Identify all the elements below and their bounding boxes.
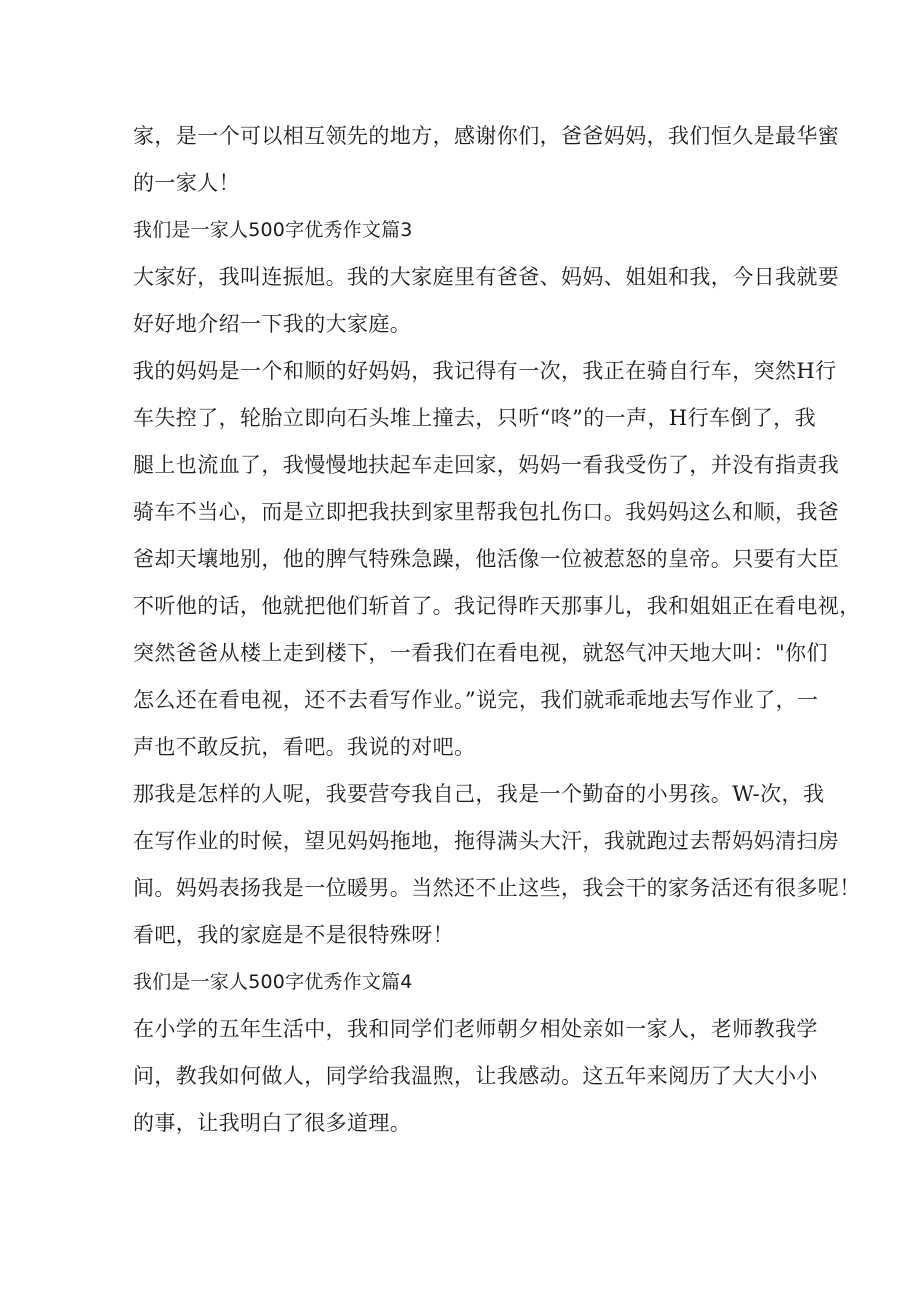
text-line: 看吧，我的家庭是不是很特殊呀！	[133, 923, 454, 947]
text-line: 家，是一个可以相互领先的地方，感谢你们，爸爸妈妈，我们恒久是最华蜜	[133, 124, 840, 148]
text-line: 那我是怎样的人呢，我要营夸我自己，我是一个勤奋的小男孩。W-次，我	[133, 782, 825, 806]
text-line: 我的妈妈是一个和顺的好妈妈，我记得有一次，我正在骑自行车，突然H行	[133, 359, 837, 383]
document-body	[133, 113, 861, 1147]
text-line: 在写作业的时候，望见妈妈拖地，拖得满头大汗，我就跑过去帮妈妈清扫房	[133, 829, 840, 853]
text-line: 腿上也流血了，我慢慢地扶起车走回家，妈妈一看我受伤了，并没有指责我	[133, 453, 840, 477]
text-line: 声也不敢反抗，看吧。我说的对吧。	[133, 735, 476, 759]
text-line: 的一家人！	[133, 171, 240, 195]
text-line: 突然爸爸从楼上走到楼下，一看我们在看电视，就怒气冲天地大叫："你们	[133, 641, 828, 665]
text-line: 怎么还在看电视，还不去看写作业。”说完，我们就乖乖地去写作业了，一	[133, 688, 819, 712]
text-line: 不听他的话，他就把他们斩首了。我记得昨天那事儿，我和姐姐正在看电视，	[133, 594, 861, 618]
text-line: 大家好，我叫连振旭。我的大家庭里有爸爸、妈妈、姐姐和我，今日我就要	[133, 265, 840, 289]
section-heading: 我们是一家人500字优秀作文篇3	[133, 219, 413, 241]
text-line: 好好地介绍一下我的大家庭。	[133, 312, 412, 336]
section-heading: 我们是一家人500字优秀作文篇4	[133, 971, 413, 993]
text-line: 车失控了，轮胎立即向石头堆上撞去，只听“咚”的一声，H行车倒了，我	[133, 406, 816, 430]
text-line: 骑车不当心，而是立即把我扶到家里帮我包扎伤口。我妈妈这么和顺，我爸	[133, 500, 840, 524]
text-line: 间。妈妈表扬我是一位暖男。当然还不止这些，我会干的家务活还有很多呢！	[133, 876, 861, 900]
text-line: 爸却天壤地别，他的脾气特殊急躁，他活像一位被惹怒的皇帝。只要有大臣	[133, 547, 840, 571]
text-line: 的事，让我明白了很多道理。	[133, 1111, 412, 1135]
text-line: 问，教我如何做人，同学给我温煦，让我感动。这五年来阅历了大大小小	[133, 1064, 818, 1088]
text-line: 在小学的五年生活中，我和同学们老师朝夕相处亲如一家人，老师教我学	[133, 1017, 818, 1041]
